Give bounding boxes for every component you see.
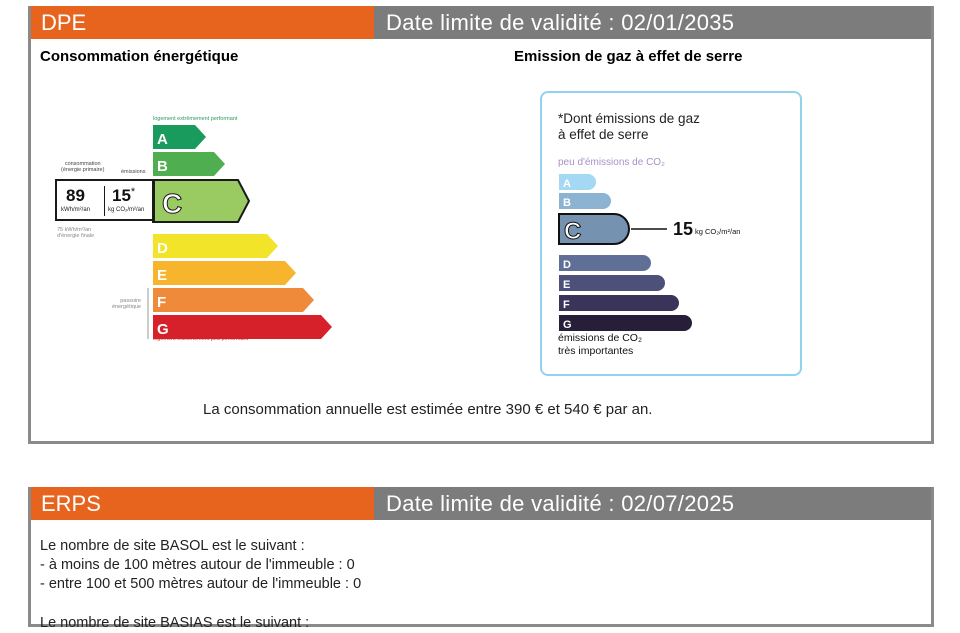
ges-value: 15 [673, 219, 694, 239]
energy-class-f-letter: F [157, 294, 167, 311]
energy-class-b-letter: B [157, 158, 168, 175]
ges-class-e-letter: E [563, 279, 571, 291]
ges-top-caption: peu d'émissions de CO₂ [558, 157, 665, 168]
emissions-caption: émissions [121, 169, 146, 175]
value-divider [104, 186, 105, 216]
ges-star-note: *Dont émissions de gaz à effet de serre [558, 111, 700, 142]
energy-class-a-letter: A [157, 131, 168, 148]
energy-class-e-bar [153, 261, 296, 285]
ges-class-g-letter: G [563, 319, 572, 331]
energy-label-chart [51, 110, 341, 342]
ges-class-a-letter: A [563, 178, 571, 190]
consumption-title: Consommation énergétique [40, 48, 239, 65]
erps-header-title: ERPS [31, 487, 374, 520]
consumption-unit: kWh/m²/an [61, 207, 91, 213]
ges-bottom-caption: émissions de CO₂ très importantes [558, 332, 643, 357]
ges-class-f-letter: F [563, 299, 570, 311]
energy-class-c-letter: C [162, 188, 183, 219]
dpe-panel [28, 6, 934, 444]
erps-basias-heading: Le nombre de site BASIAS est le suivant : [40, 615, 310, 631]
emission-unit: kg CO₂/m²/an [108, 207, 145, 213]
energy-class-d-bar [153, 234, 278, 258]
dpe-header-title: DPE [31, 6, 374, 39]
energy-top-caption: logement extrêmement performant [153, 116, 238, 122]
erps-basol-within-100m: - à moins de 100 mètres autour de l'immeuble : 0 [40, 557, 355, 573]
passoire-caption: passoire énergétique [111, 298, 141, 310]
ges-class-e-bar [559, 275, 665, 291]
energy-bottom-caption: logement extrêmement peu performant [153, 336, 249, 342]
erps-basol-100-500m: - entre 100 et 500 mètres autour de l'immeuble : 0 [40, 576, 362, 592]
ges-class-f-bar [559, 295, 679, 311]
energy-value-box [55, 179, 155, 221]
energy-class-g-letter: G [157, 321, 169, 338]
ges-class-d-letter: D [563, 259, 571, 271]
energy-class-e-letter: E [157, 267, 168, 284]
ges-label-chart [551, 166, 791, 336]
ges-class-g-bar [559, 315, 692, 331]
consumption-caption: consommation (énergie primaire) [61, 161, 105, 173]
emission-title: Emission de gaz à effet de serre [514, 48, 743, 65]
ges-class-c-letter: C [564, 218, 582, 245]
consumption-value: 89 [66, 186, 85, 205]
energy-class-f-bar [153, 288, 314, 312]
erps-header [31, 487, 931, 520]
final-energy-caption: 75 kWh/m²/an d'énergie finale [57, 227, 95, 239]
erps-validity-date: Date limite de validité : 02/07/2025 [374, 487, 931, 520]
dpe-header [31, 6, 931, 39]
annual-cost-text: La consommation annuelle est estimée entre 390 € et 540 € par an. [203, 401, 653, 418]
ges-class-d-bar [559, 255, 651, 271]
ges-class-b-letter: B [563, 197, 571, 209]
dpe-validity-date: Date limite de validité : 02/01/2035 [374, 6, 931, 39]
emission-value: 15* [112, 186, 136, 205]
erps-basol-heading: Le nombre de site BASOL est le suivant : [40, 538, 305, 554]
energy-class-d-letter: D [157, 240, 168, 257]
erps-panel [28, 487, 934, 631]
ges-unit: kg CO₂/m²/an [695, 227, 741, 236]
